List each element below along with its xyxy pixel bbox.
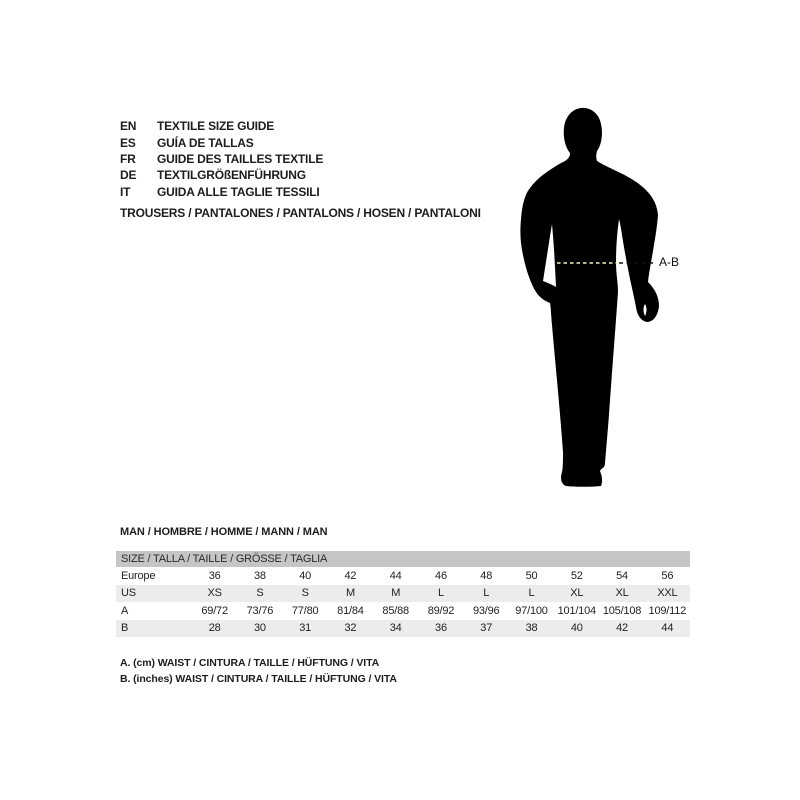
note-b-inches: B. (inches) WAIST / CINTURA / TAILLE / HÜFTUNG / VITA	[120, 673, 397, 685]
cell: 77/80	[291, 604, 319, 617]
gender-heading: MAN / HOMBRE / HOMME / MANN / MAN	[120, 526, 328, 538]
cell: 40	[570, 622, 583, 635]
row-label: A	[121, 604, 129, 617]
size-table-header-row	[116, 551, 690, 567]
cell: 44	[661, 622, 674, 635]
cell: 69/72	[201, 604, 228, 617]
cell: 52	[570, 569, 583, 582]
man-silhouette-body	[520, 108, 659, 487]
cell: L	[528, 587, 535, 600]
cell: L	[483, 587, 490, 600]
language-label: TEXTILGRÖßENFÜHRUNG	[157, 168, 306, 183]
cell: XXL	[657, 587, 678, 600]
waist-measure-label: A-B	[659, 255, 680, 269]
cell: 73/76	[246, 604, 274, 617]
cell: 37	[480, 622, 493, 635]
row-label: Europe	[121, 569, 156, 582]
cell: XS	[207, 587, 222, 600]
table-row-us	[116, 585, 690, 603]
language-code: FR	[120, 151, 136, 166]
language-code: IT	[120, 184, 131, 199]
cell: 40	[299, 569, 312, 582]
cell: 54	[616, 569, 628, 582]
cell: 38	[525, 622, 538, 635]
cell: 101/104	[557, 604, 596, 617]
cell: L	[438, 587, 444, 600]
cell: 109/112	[648, 604, 687, 617]
cell: 56	[661, 569, 674, 582]
row-label: B	[121, 622, 129, 635]
cell: 36	[208, 569, 221, 582]
row-label: US	[121, 587, 136, 600]
language-label: GUÍA DE TALLAS	[157, 135, 254, 150]
cell: 85/88	[382, 604, 409, 617]
size-table-header: SIZE / TALLA / TAILLE / GRÖSSE / TAGLIA	[116, 551, 690, 567]
language-code: DE	[120, 168, 137, 183]
cell: 30	[253, 622, 266, 635]
cell: S	[256, 587, 264, 600]
cell: XL	[615, 587, 629, 600]
cell: 31	[299, 622, 312, 635]
table-row-europe	[116, 567, 690, 585]
cell: 48	[480, 569, 493, 582]
cell: M	[391, 587, 401, 600]
cell: 38	[253, 569, 266, 582]
cell: 46	[435, 569, 447, 582]
cell: 36	[435, 622, 447, 635]
table-row-a-cm	[116, 602, 690, 620]
language-code: ES	[120, 135, 136, 150]
language-label: GUIDA ALLE TAGLIE TESSILI	[157, 184, 320, 199]
cell: 34	[389, 622, 402, 635]
cell: 28	[208, 622, 221, 635]
cell: 105/108	[602, 604, 642, 617]
cell: 44	[389, 569, 402, 582]
cell: 97/100	[515, 604, 548, 617]
cell: 42	[344, 569, 357, 582]
language-code: EN	[120, 119, 137, 134]
cell: 50	[525, 569, 538, 582]
cell: XL	[570, 587, 584, 600]
table-row-b-inches	[116, 620, 690, 638]
cell: 42	[616, 622, 628, 635]
language-label: TEXTILE SIZE GUIDE	[157, 119, 275, 134]
cell: 81/84	[337, 604, 364, 617]
cell: S	[301, 587, 309, 600]
garment-heading: TROUSERS / PANTALONES / PANTALONS / HOSEN / PANTALONI	[120, 206, 481, 220]
cell: 32	[344, 622, 357, 635]
measurement-notes	[120, 655, 397, 687]
cell: M	[345, 587, 355, 600]
language-label: GUIDE DES TAILLES TEXTILE	[157, 151, 324, 166]
cell: 89/92	[427, 604, 455, 617]
note-a-cm: A. (cm) WAIST / CINTURA / TAILLE / HÜFTUNG / VITA	[120, 657, 380, 669]
size-table	[116, 551, 690, 637]
cell: 93/96	[472, 604, 500, 617]
